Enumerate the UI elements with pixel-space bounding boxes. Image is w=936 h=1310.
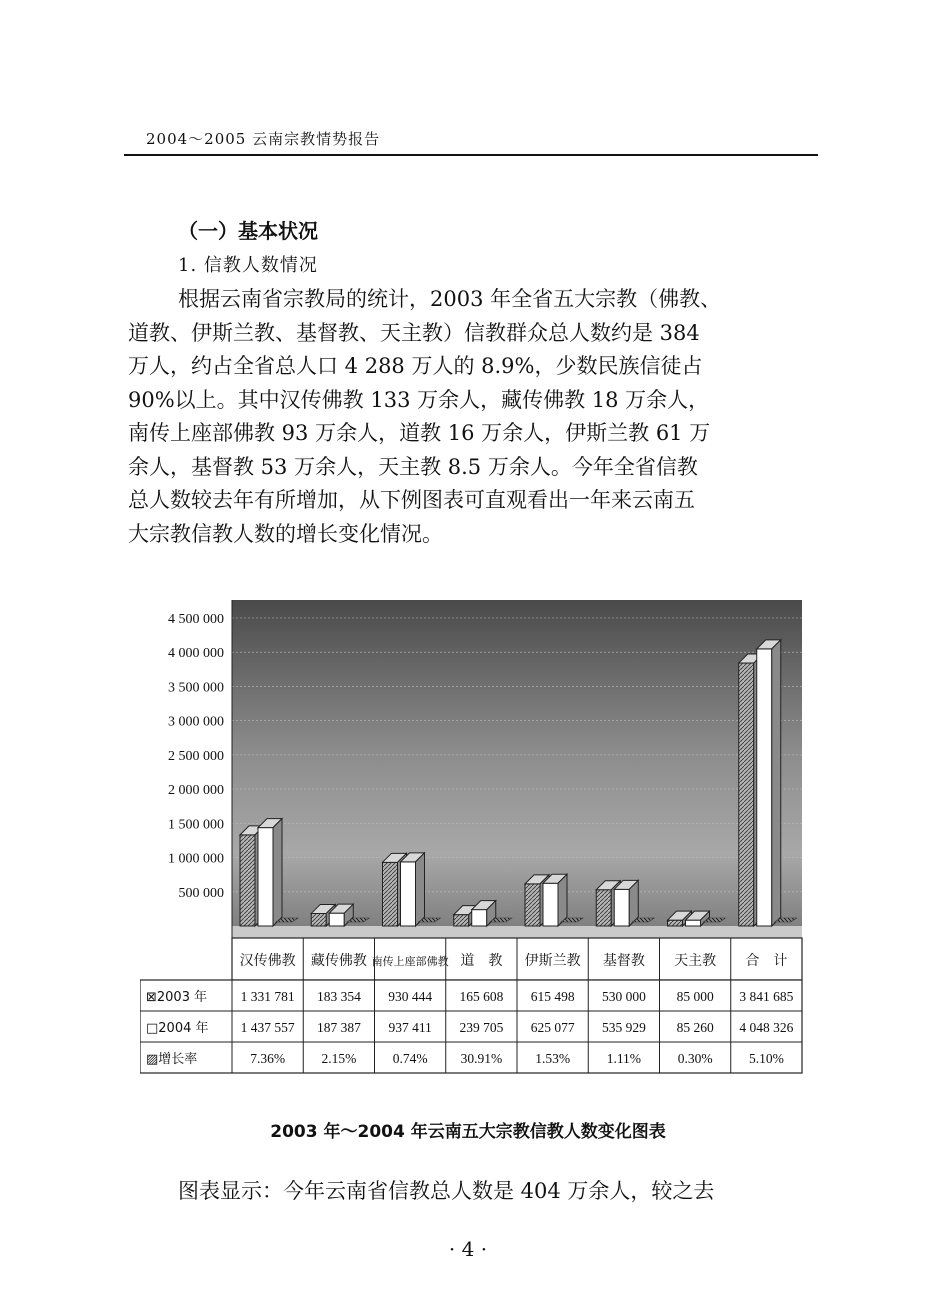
x-category-label: 天主教	[674, 953, 717, 969]
data-label: 239 705	[459, 1020, 504, 1035]
bar-2004-front	[472, 910, 487, 926]
plot-floor	[232, 926, 802, 938]
data-label: 85 260	[676, 1020, 714, 1035]
bar-2004-side	[558, 874, 567, 926]
x-category-label: 藏传佛教	[310, 953, 367, 969]
bar-2004-front	[258, 828, 273, 926]
y-tick-label: 3 000 000	[168, 714, 224, 730]
paragraph-line: 道教、伊斯兰教、基督教、天主教）信教群众总人数约是 384	[128, 320, 700, 345]
running-head: 2004～2005 云南宗教情势报告	[146, 130, 381, 148]
paragraph-line: 余人，基督教 53 万余人，天主教 8.5 万余人。今年全省信教	[128, 454, 698, 479]
legend-2003: ⊠2003 年	[146, 990, 208, 1005]
data-label: 1.11%	[606, 1051, 642, 1066]
y-tick-label: 4 500 000	[168, 612, 224, 627]
bar-2003-front	[739, 663, 754, 926]
data-label: 5.10%	[748, 1051, 784, 1066]
paragraph-line: 90%以上。其中汉传佛教 133 万余人，藏传佛教 18 万余人，	[128, 387, 710, 412]
data-label: 625 077	[530, 1020, 575, 1035]
bar-2004-front	[757, 649, 772, 926]
bar-2004-front	[329, 913, 344, 926]
data-label: 3 841 685	[739, 989, 794, 1004]
y-tick-label: 1 500 000	[168, 817, 224, 833]
paragraph-1	[128, 283, 828, 551]
bar-2004	[258, 819, 282, 926]
legend-2004: □2004 年	[146, 1021, 209, 1036]
chart-svg	[140, 598, 810, 1075]
bar-2004-front	[614, 889, 629, 926]
data-label: 85 000	[676, 989, 714, 1004]
data-label: 535 929	[601, 1020, 646, 1035]
data-label: 930 444	[388, 989, 433, 1004]
x-category-label: 道 教	[460, 953, 503, 969]
data-label: 183 354	[316, 989, 361, 1004]
x-category-label: 汉传佛教	[239, 953, 296, 969]
y-tick-label: 2 000 000	[168, 783, 224, 799]
bar-2004	[543, 874, 567, 926]
data-label: 4 048 326	[739, 1020, 794, 1035]
subsection-title: 1. 信教人数情况	[178, 255, 318, 276]
y-tick-label: 1 000 000	[168, 851, 224, 867]
bar-chart	[140, 598, 810, 1075]
bar-2004	[757, 640, 781, 926]
bar-2004-front	[401, 862, 416, 926]
chart-caption: 2003 年～2004 年云南五大宗教信教人数变化图表	[270, 1122, 666, 1142]
x-category-label: 南传上座部佛教	[371, 955, 449, 968]
data-label: 937 411	[388, 1020, 432, 1035]
data-label: 0.30%	[677, 1051, 713, 1066]
paragraph-line: 根据云南省宗教局的统计，2003 年全省五大宗教（佛教、	[178, 287, 722, 311]
data-label: 1 437 557	[240, 1020, 295, 1035]
bar-2004-front	[686, 920, 701, 926]
data-label: 615 498	[530, 989, 575, 1004]
bar-2003-front	[311, 913, 326, 926]
legend-growth: ▨增长率	[146, 1052, 198, 1067]
bar-2003-front	[240, 835, 255, 926]
paragraph-line: 大宗教信教人数的增长变化情况。	[128, 521, 443, 546]
data-label: 530 000	[601, 989, 646, 1004]
bar-2004	[614, 880, 638, 926]
section-title: （一）基本状况	[178, 219, 318, 243]
paragraph-line: 总人数较去年有所增加，从下例图表可直观看出一年来云南五	[128, 488, 695, 512]
x-category-label: 基督教	[602, 953, 645, 969]
data-label: 0.74%	[392, 1051, 428, 1066]
data-label: 30.91%	[460, 1051, 503, 1066]
data-label: 1 331 781	[240, 989, 295, 1004]
data-label: 1.53%	[535, 1051, 571, 1066]
data-label: 187 387	[316, 1020, 361, 1035]
bar-2003-front	[525, 884, 540, 926]
y-tick-label: 4 000 000	[168, 646, 224, 662]
paragraph-line: 南传上座部佛教 93 万余人，道教 16 万余人，伊斯兰教 61 万	[128, 421, 711, 445]
data-label: 7.36%	[250, 1051, 286, 1066]
data-label: 165 608	[459, 989, 504, 1004]
paragraph-line: 图表显示：今年云南省信教总人数是 404 万余人，较之去	[178, 1179, 715, 1203]
x-category-label: 伊斯兰教	[524, 953, 581, 969]
y-tick-label: 3 500 000	[168, 680, 224, 696]
header-rule	[124, 154, 818, 156]
bar-2004-front	[543, 883, 558, 926]
bar-2004	[401, 853, 425, 926]
x-category-label: 合 计	[745, 953, 788, 969]
y-tick-label: 2 500 000	[168, 748, 224, 764]
paragraph-line: 万人，约占全省总人口 4 288 万人的 8.9%，少数民族信徒占	[128, 354, 703, 378]
data-label: 2.15%	[321, 1051, 357, 1066]
y-tick-label: 500 000	[178, 885, 224, 901]
bar-2004-side	[416, 853, 425, 926]
bar-2004-side	[772, 640, 781, 926]
plot-area	[232, 600, 802, 938]
page-number: · 4 ·	[448, 1237, 488, 1261]
bar-2003-front	[383, 862, 398, 926]
bar-2004-side	[273, 819, 282, 926]
paragraph-2	[128, 1175, 828, 1209]
bar-2003-front	[454, 915, 469, 926]
bar-2003-front	[596, 890, 611, 926]
bar-2003-front	[668, 920, 683, 926]
